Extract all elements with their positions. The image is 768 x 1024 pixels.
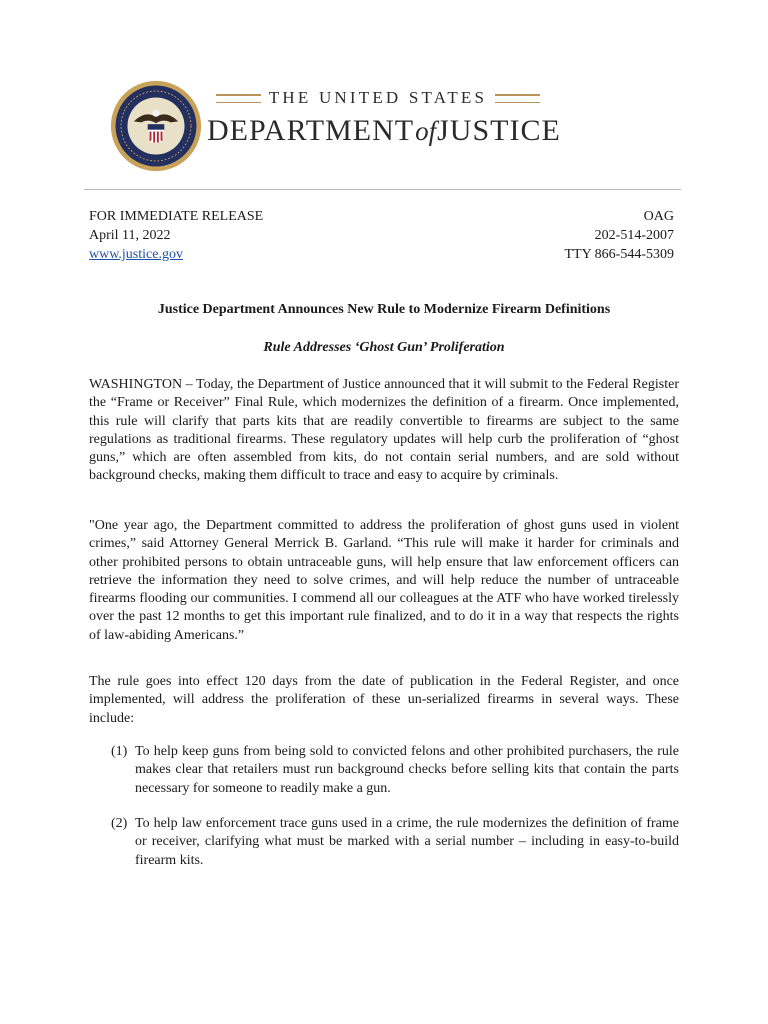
header-divider <box>84 189 681 190</box>
list-item <box>111 743 679 798</box>
letterhead-of: of <box>415 116 437 146</box>
press-release-subtitle: Rule Addresses ‘Ghost Gun’ Proliferation <box>263 340 505 355</box>
letterhead-upper-text: THE UNITED STATES <box>268 88 488 107</box>
phone-number: 202-514-2007 <box>594 228 674 243</box>
paragraph-intro: WASHINGTON – Today, the Department of Justice announced that it will submit to the Federal Register the “Frame or Receiver” Final Rule, which modernizes the definition of a firearm. Once implemented, this rule will clarify that parts kits that are readily convertible to firearms are subject to the same regulations as traditional firearms. These regulatory updates will help curb the proliferation of “ghost guns,” which are often assembled from kits, do not contain serial numbers, and are sold without background checks, making them difficult to trace and easy to acquire by criminals. <box>89 377 679 484</box>
gold-rule-left <box>216 94 261 103</box>
list-text: To help law enforcement trace guns used in a crime, the rule modernizes the definition of frame or receiver, clarifying what must be marked with a serial number – including in easy-to-build firearm kits. <box>135 816 679 868</box>
press-release-title: Justice Department Announces New Rule to Modernize Firearm Definitions <box>157 302 611 317</box>
gold-rule-right <box>495 94 540 103</box>
list-item <box>111 815 679 870</box>
release-date: April 11, 2022 <box>89 228 171 243</box>
list-text: To help keep guns from being sold to convicted felons and other prohibited purchasers, the rule makes clear that retailers must run background checks before selling kits that contain the parts necessary for someone to readily make a gun. <box>135 744 679 796</box>
doj-seal-icon <box>110 80 202 172</box>
website-link[interactable]: www.justice.gov <box>89 247 183 262</box>
dept-title-lower <box>207 114 561 148</box>
paragraph-effect: The rule goes into effect 120 days from the date of publication in the Federal Register, and once implemented, will address the proliferation of these un-serialized firearms in several ways. These include: <box>89 674 679 726</box>
letterhead-department: DEPARTMENT <box>207 114 415 147</box>
list-number: (2) <box>111 816 128 831</box>
dept-title-upper <box>216 88 540 108</box>
release-label: FOR IMMEDIATE RELEASE <box>89 209 264 224</box>
office-code: OAG <box>643 209 674 224</box>
letterhead <box>110 80 650 172</box>
letterhead-justice: JUSTICE <box>437 114 561 147</box>
tty-number: TTY 866-544-5309 <box>564 247 674 262</box>
paragraph-quote: "One year ago, the Department committed to address the proliferation of ghost guns used in violent crimes,” said Attorney General Merrick B. Garland. “This rule will make it harder for criminals and other prohibited persons to obtain untraceable guns, will help ensure that law enforcement officers can retrieve the information they need to solve crimes, and will help reduce the number of untraceable firearms flooding our communities. I commend all our colleagues at the ATF who have worked tirelessly over the past 12 months to get this important rule finalized, and to do it in a way that respects the rights of law-abiding Americans.” <box>89 518 679 643</box>
list-number: (1) <box>111 744 128 759</box>
